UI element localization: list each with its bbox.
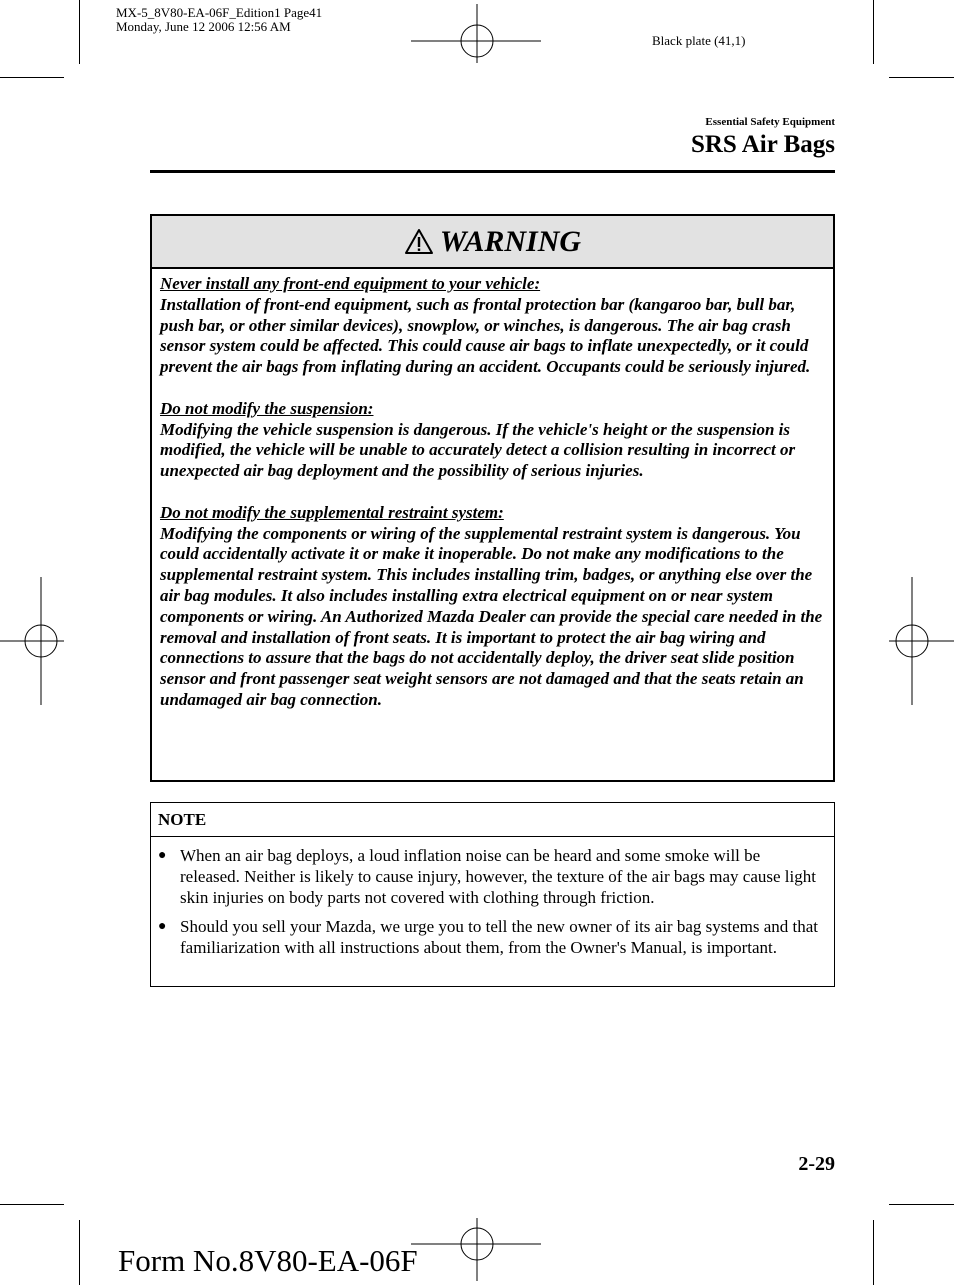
- print-meta-line2: Monday, June 12 2006 12:56 AM: [116, 19, 291, 34]
- warning-block-text: Modifying the components or wiring of the supplemental restraint system is dangerous. You could accidentally activate it or make it inoperable. Do not make any modifications to the supplemental restraint system. This includes installing trim, badges, or anything else over the air bag modules. It also includes installing extra electrical equipment on or near system components or wiring. An Authorized Mazda Dealer can provide the special care needed in the removal and installation of front seats. It is important to protect the air bag wiring and connections to assure that the bags do not accidentally deploy, the driver seat slide position sensor and front passenger seat weight sensors are not damaged and that the seats retain an undamaged air bag connection.: [160, 523, 823, 709]
- warning-block-heading: Do not modify the suspension:: [160, 398, 374, 418]
- note-item: [158, 917, 822, 959]
- warning-title: WARNING: [439, 224, 582, 258]
- warning-triangle-icon: [404, 228, 434, 255]
- note-item-text: When an air bag deploys, a loud inflation noise can be heard and some smoke will be released. Neither is likely to cause injury, however, the texture of the air bags may cause light skin injuries on body parts not covered with clothing through friction.: [180, 846, 816, 907]
- warning-block: [160, 503, 825, 711]
- note-item-text: Should you sell your Mazda, we urge you to tell the new owner of its air bag systems and that familiarization with all instructions about them, from the Owner's Manual, is important.: [180, 917, 819, 958]
- note-box: [150, 802, 835, 987]
- note-item: [158, 846, 822, 908]
- warning-block-heading: Do not modify the supplemental restraint system:: [160, 502, 504, 522]
- section-label: Essential Safety Equipment: [705, 116, 835, 128]
- page-title: SRS Air Bags: [690, 131, 835, 158]
- warning-block: [160, 274, 825, 378]
- note-list: [151, 837, 834, 959]
- warning-block-heading: Never install any front-end equipment to your vehicle:: [160, 274, 541, 293]
- warning-block-text: Modifying the vehicle suspension is dangerous. If the vehicle's height or the suspension is modified, the vehicle will be unable to accurately detect a collision resulting in incorrect or unexpected air bag deployment and the possibility of serious injuries.: [160, 419, 796, 481]
- print-meta-line1: MX-5_8V80-EA-06F_Edition1 Page41: [116, 5, 323, 20]
- warning-block-text: Installation of front-end equipment, such as frontal protection bar (kangaroo bar, bull bar, push bar, or other similar devices), snowplow, or winches, is dangerous. The air bag crash sensor system could be affected. This could cause air bags to inflate unexpectedly, or it could prevent the air bags from inflating during an accident. Occupants could be seriously injured.: [160, 294, 811, 377]
- title-rule: [150, 170, 835, 173]
- warning-box: [150, 214, 835, 782]
- note-title: NOTE: [151, 803, 834, 837]
- warning-header: [152, 216, 833, 269]
- bullet-icon: ●: [158, 919, 167, 935]
- page-number: 2-29: [798, 1153, 835, 1175]
- warning-block: [160, 399, 825, 482]
- warning-body: [152, 269, 833, 711]
- form-number: Form No.8V80-EA-06F: [118, 1243, 418, 1278]
- bullet-icon: ●: [158, 848, 167, 863]
- black-plate-label: Black plate (41,1): [652, 33, 746, 48]
